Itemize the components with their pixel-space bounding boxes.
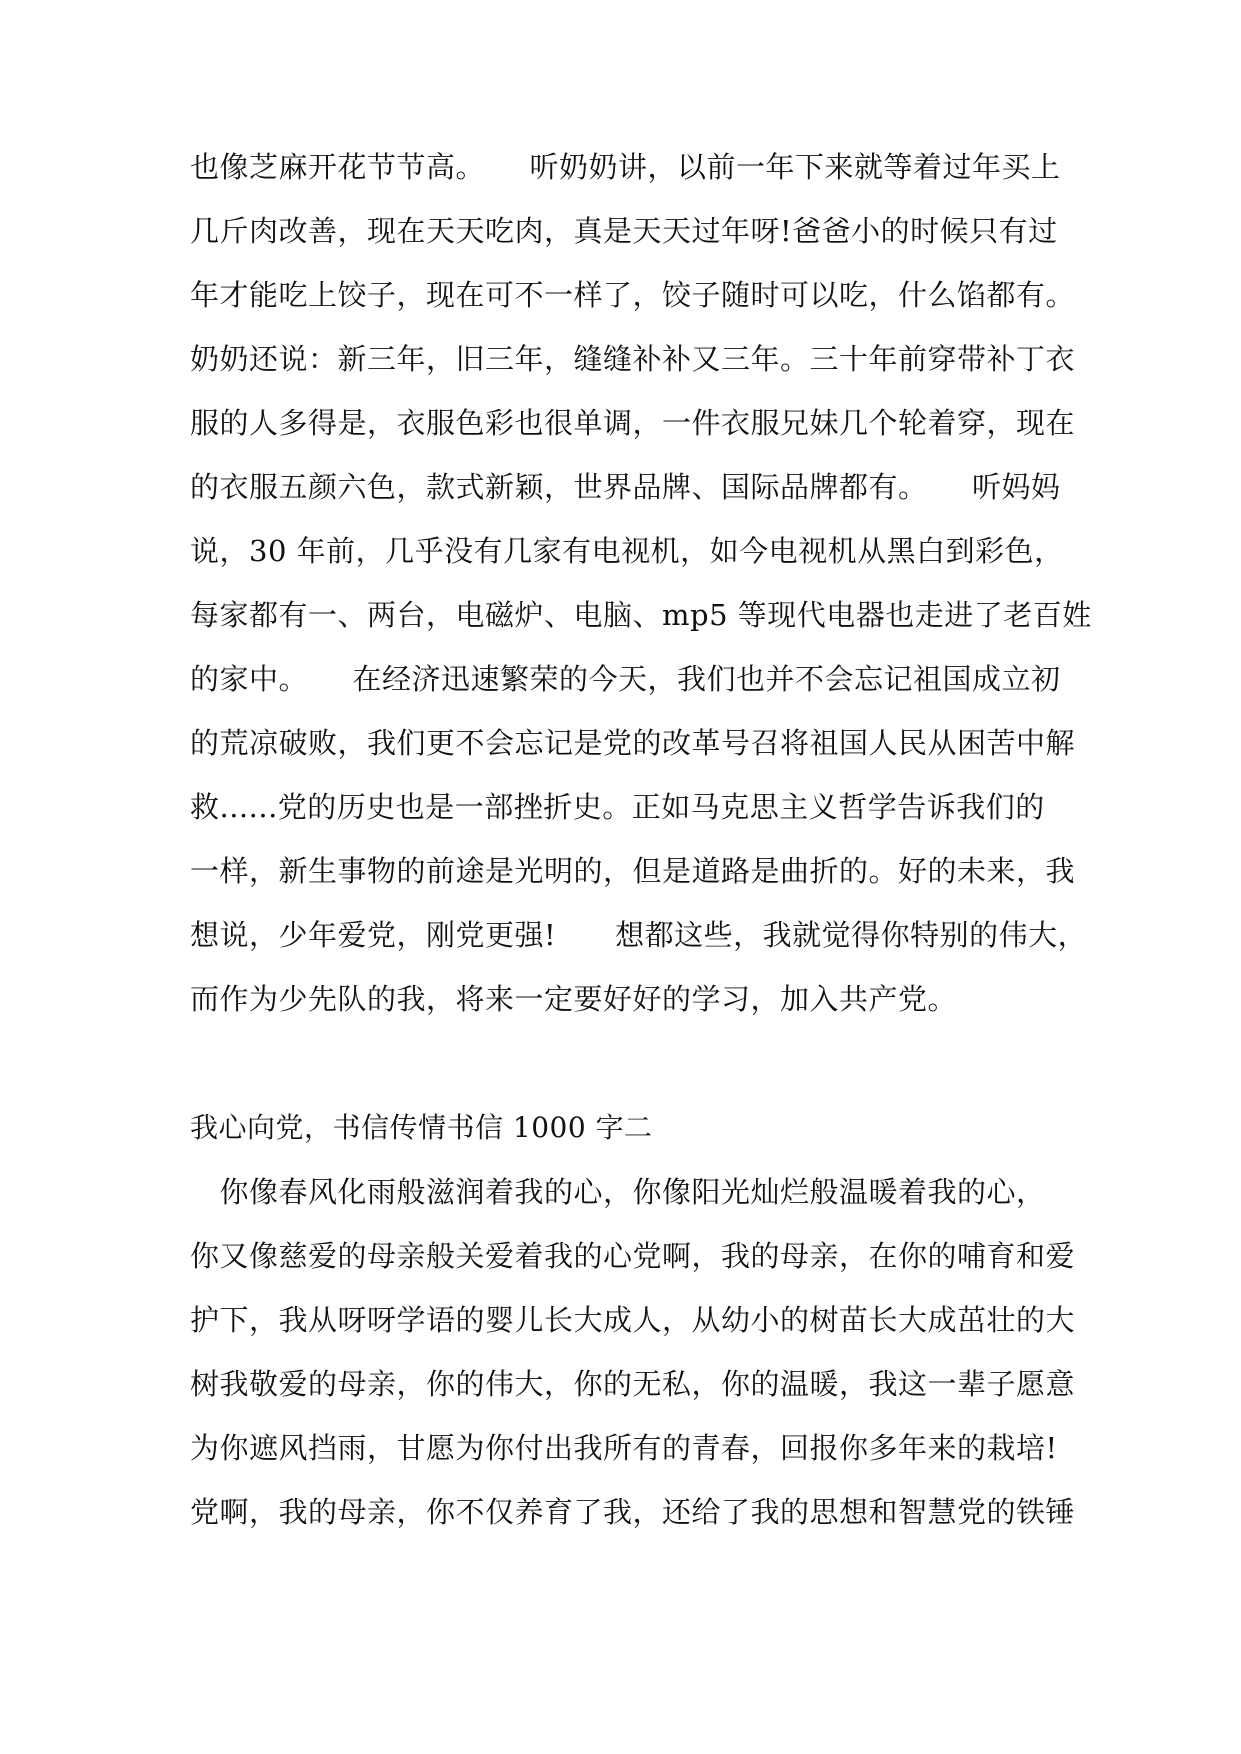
body-text-line: 的家中。 在经济迅速繁荣的今天，我们也并不会忘记祖国成立初 [190, 662, 1061, 696]
body-text-line: 树我敬爱的母亲，你的伟大，你的无私，你的温暖，我这一辈子愿意 [190, 1367, 1076, 1401]
section-heading: 我心向党，书信传情书信 1000 字二 [190, 1111, 653, 1144]
body-text-line: 奶奶还说：新三年，旧三年，缝缝补补又三年。三十年前穿带补丁衣 [190, 342, 1076, 376]
body-text-line: 救......党的历史也是一部挫折史。正如马克思主义哲学告诉我们的 [190, 790, 1045, 824]
body-text-line: 想说，少年爱党，刚党更强! 想都这些，我就觉得你特别的伟大， [190, 918, 1088, 952]
body-text-line: 而作为少先队的我，将来一定要好好的学习，加入共产党。 [190, 982, 958, 1016]
body-text-line: 说，30 年前，几乎没有几家有电视机，如今电视机从黑白到彩色， [190, 534, 1064, 568]
body-text-line: 几斤肉改善，现在天天吃肉，真是天天过年呀!爸爸小的时候只有过 [190, 214, 1058, 248]
body-text-line: 党啊，我的母亲，你不仅养育了我，还给了我的思想和智慧党的铁锤 [190, 1495, 1076, 1529]
body-text-line: 也像芝麻开花节节高。 听奶奶讲，以前一年下来就等着过年买上 [190, 150, 1061, 184]
body-text-line: 护下，我从呀呀学语的婴儿长大成人，从幼小的树苗长大成茁壮的大 [190, 1303, 1076, 1337]
body-text-line: 的衣服五颜六色，款式新颖，世界品牌、国际品牌都有。 听妈妈 [190, 470, 1061, 504]
body-text-line: 服的人多得是，衣服色彩也很单调，一件衣服兄妹几个轮着穿，现在 [190, 406, 1076, 440]
body-text-line: 一样，新生事物的前途是光明的，但是道路是曲折的。好的未来，我 [190, 854, 1076, 888]
body-text-line: 你又像慈爱的母亲般关爱着我的心党啊，我的母亲，在你的哺育和爱 [190, 1239, 1076, 1273]
body-text-line: 年才能吃上饺子，现在可不一样了，饺子随时可以吃，什么馅都有。 [190, 278, 1076, 312]
body-text-line: 的荒凉破败，我们更不会忘记是党的改革号召将祖国人民从困苦中解 [190, 726, 1076, 760]
body-text-line: 为你遮风挡雨，甘愿为你付出我所有的青春，回报你多年来的栽培! [190, 1431, 1058, 1465]
body-text-line: 你像春风化雨般滋润着我的心，你像阳光灿烂般温暖着我的心， [190, 1175, 1046, 1209]
body-text-line: 每家都有一、两台，电磁炉、电脑、mp5 等现代电器也走进了老百姓 [190, 598, 1092, 632]
